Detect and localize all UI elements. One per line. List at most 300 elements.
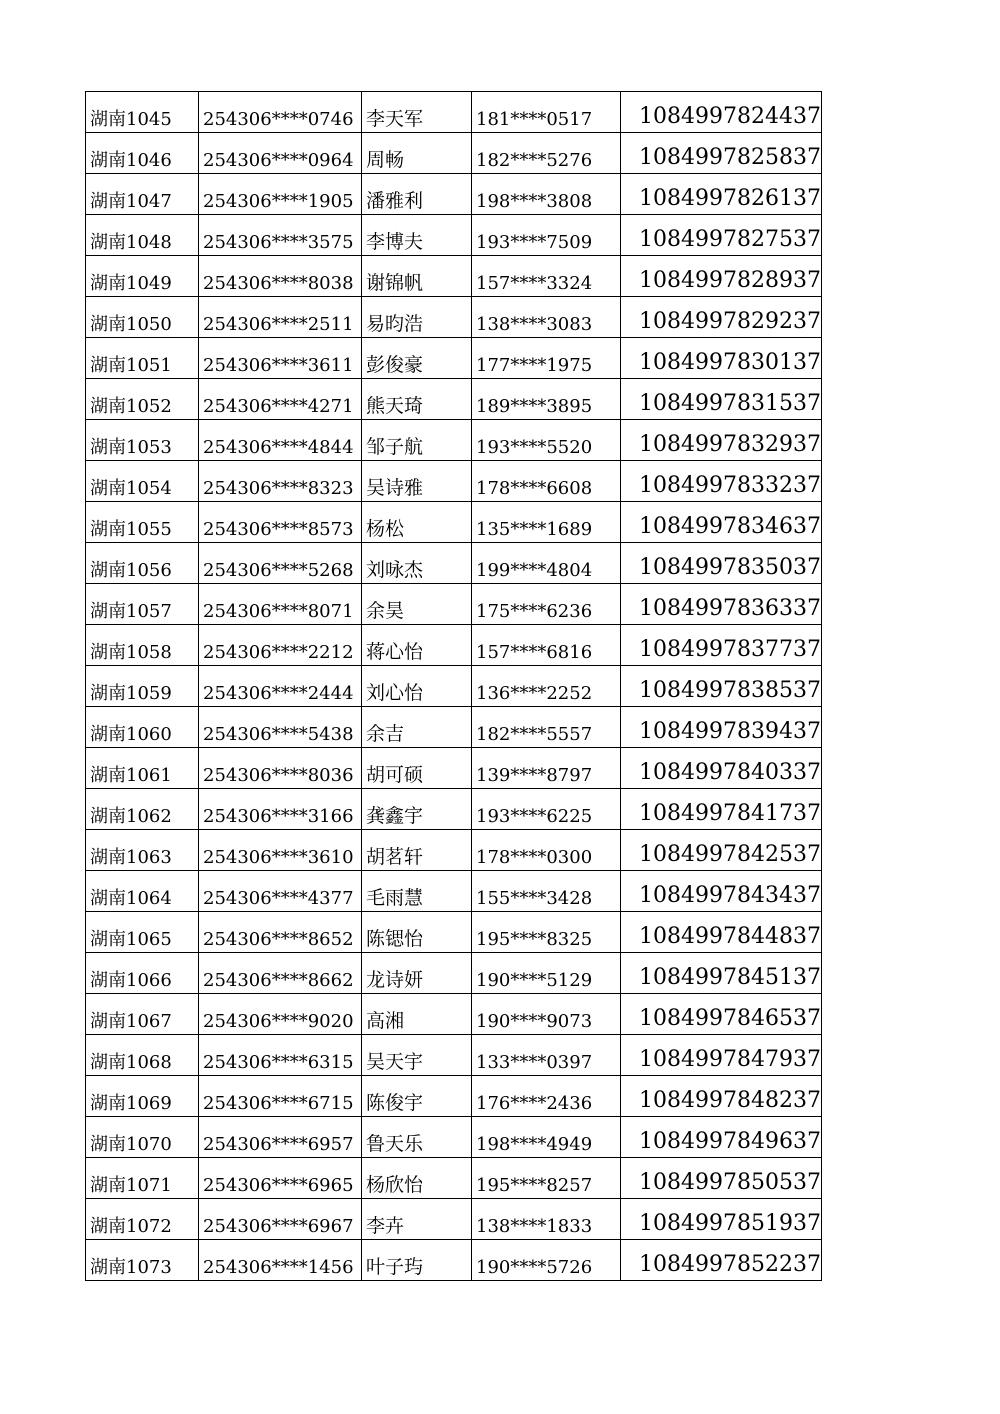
region-code-cell (86, 871, 199, 912)
phone-number-cell (472, 1035, 621, 1076)
region-code-text: 湖南1072 (90, 1216, 172, 1237)
region-code-cell (86, 1035, 199, 1076)
id-number-cell (199, 994, 362, 1035)
person-name-cell (362, 871, 472, 912)
region-code-cell (86, 461, 199, 502)
person-name-text: 高湘 (366, 1010, 405, 1032)
tracking-number-cell (621, 871, 822, 912)
phone-number-cell (472, 215, 621, 256)
region-code-cell (86, 953, 199, 994)
tracking-number-text: 1084997838537 (639, 678, 821, 703)
table-row (86, 502, 822, 543)
tracking-number-cell (621, 174, 822, 215)
region-code-text: 湖南1048 (90, 232, 172, 253)
tracking-number-cell (621, 338, 822, 379)
tracking-number-cell (621, 830, 822, 871)
tracking-number-text: 1084997824437 (639, 104, 821, 129)
person-name-text: 杨松 (366, 518, 405, 540)
person-name-text: 周畅 (366, 149, 405, 171)
phone-number-cell (472, 502, 621, 543)
data-table (85, 91, 822, 1281)
region-code-text: 湖南1061 (90, 765, 172, 786)
region-code-cell (86, 1076, 199, 1117)
tracking-number-cell (621, 994, 822, 1035)
id-number-text: 254306****2212 (203, 642, 354, 663)
tracking-number-text: 1084997841737 (639, 801, 821, 826)
person-name-cell (362, 461, 472, 502)
phone-number-text: 157****3324 (476, 273, 593, 294)
id-number-text: 254306****8071 (203, 601, 354, 622)
table-row (86, 994, 822, 1035)
id-number-cell (199, 625, 362, 666)
phone-number-text: 135****1689 (476, 519, 593, 540)
region-code-text: 湖南1053 (90, 437, 172, 458)
person-name-cell (362, 174, 472, 215)
tracking-number-cell (621, 912, 822, 953)
phone-number-text: 190****9073 (476, 1011, 593, 1032)
region-code-text: 湖南1067 (90, 1011, 172, 1032)
region-code-text: 湖南1070 (90, 1134, 172, 1155)
phone-number-text: 181****0517 (476, 109, 593, 130)
person-name-text: 李博夫 (366, 231, 424, 253)
person-name-text: 李天军 (366, 108, 424, 130)
table-row (86, 174, 822, 215)
tracking-number-text: 1084997844837 (639, 924, 821, 949)
id-number-text: 254306****1905 (203, 191, 354, 212)
phone-number-cell (472, 953, 621, 994)
id-number-cell (199, 297, 362, 338)
tracking-number-text: 1084997827537 (639, 227, 821, 252)
person-name-text: 谢锦帆 (366, 272, 424, 294)
tracking-number-text: 1084997832937 (639, 432, 821, 457)
tracking-number-cell (621, 1035, 822, 1076)
region-code-cell (86, 994, 199, 1035)
person-name-cell (362, 133, 472, 174)
person-name-text: 彭俊豪 (366, 354, 424, 376)
person-name-cell (362, 1117, 472, 1158)
phone-number-cell (472, 1199, 621, 1240)
id-number-text: 254306****1456 (203, 1257, 354, 1278)
table-row (86, 625, 822, 666)
id-number-text: 254306****8038 (203, 273, 354, 294)
region-code-text: 湖南1047 (90, 191, 172, 212)
phone-number-cell (472, 625, 621, 666)
person-name-text: 毛雨慧 (366, 887, 424, 909)
tracking-number-text: 1084997849637 (639, 1129, 821, 1154)
tracking-number-text: 1084997837737 (639, 637, 821, 662)
region-code-text: 湖南1058 (90, 642, 172, 663)
phone-number-text: 198****4949 (476, 1134, 593, 1155)
id-number-cell (199, 584, 362, 625)
phone-number-cell (472, 133, 621, 174)
tracking-number-cell (621, 461, 822, 502)
table-row (86, 1240, 822, 1281)
person-name-text: 胡茗轩 (366, 846, 424, 868)
person-name-cell (362, 297, 472, 338)
table-row (86, 92, 822, 133)
phone-number-text: 198****3808 (476, 191, 593, 212)
phone-number-text: 193****6225 (476, 806, 593, 827)
tracking-number-text: 1084997852237 (639, 1252, 821, 1277)
region-code-text: 湖南1054 (90, 478, 172, 499)
region-code-cell (86, 338, 199, 379)
table-body (86, 92, 822, 1281)
table-row (86, 1076, 822, 1117)
id-number-text: 254306****8573 (203, 519, 354, 540)
id-number-text: 254306****6967 (203, 1216, 354, 1237)
person-name-cell (362, 1035, 472, 1076)
person-name-text: 吴天宇 (366, 1051, 424, 1073)
region-code-text: 湖南1060 (90, 724, 172, 745)
person-name-cell (362, 584, 472, 625)
tracking-number-text: 1084997851937 (639, 1211, 821, 1236)
tracking-number-text: 1084997836337 (639, 596, 821, 621)
person-name-text: 蒋心怡 (366, 641, 424, 663)
person-name-cell (362, 1240, 472, 1281)
person-name-cell (362, 543, 472, 584)
tracking-number-cell (621, 707, 822, 748)
tracking-number-text: 1084997846537 (639, 1006, 821, 1031)
phone-number-cell (472, 1117, 621, 1158)
id-number-cell (199, 1240, 362, 1281)
region-code-cell (86, 215, 199, 256)
id-number-text: 254306****4844 (203, 437, 354, 458)
region-code-text: 湖南1068 (90, 1052, 172, 1073)
phone-number-text: 138****1833 (476, 1216, 593, 1237)
phone-number-text: 195****8325 (476, 929, 593, 950)
person-name-text: 叶子玙 (366, 1256, 424, 1278)
phone-number-text: 193****7509 (476, 232, 593, 253)
id-number-cell (199, 1199, 362, 1240)
table-row (86, 666, 822, 707)
region-code-text: 湖南1052 (90, 396, 172, 417)
id-number-text: 254306****8662 (203, 970, 354, 991)
phone-number-cell (472, 871, 621, 912)
phone-number-cell (472, 789, 621, 830)
phone-number-text: 136****2252 (476, 683, 593, 704)
phone-number-text: 193****5520 (476, 437, 593, 458)
table-row (86, 461, 822, 502)
region-code-text: 湖南1064 (90, 888, 172, 909)
phone-number-cell (472, 1076, 621, 1117)
person-name-text: 刘咏杰 (366, 559, 424, 581)
region-code-text: 湖南1057 (90, 601, 172, 622)
table-row (86, 912, 822, 953)
id-number-text: 254306****5268 (203, 560, 354, 581)
id-number-cell (199, 953, 362, 994)
person-name-text: 胡可硕 (366, 764, 424, 786)
region-code-cell (86, 666, 199, 707)
person-name-cell (362, 789, 472, 830)
table-row (86, 953, 822, 994)
table-row (86, 543, 822, 584)
tracking-number-cell (621, 502, 822, 543)
tracking-number-cell (621, 1158, 822, 1199)
person-name-cell (362, 215, 472, 256)
phone-number-cell (472, 92, 621, 133)
person-name-cell (362, 666, 472, 707)
phone-number-cell (472, 420, 621, 461)
phone-number-cell (472, 338, 621, 379)
tracking-number-cell (621, 215, 822, 256)
tracking-number-text: 1084997847937 (639, 1047, 821, 1072)
id-number-cell (199, 133, 362, 174)
phone-number-text: 178****6608 (476, 478, 593, 499)
id-number-text: 254306****2511 (203, 314, 354, 335)
tracking-number-cell (621, 379, 822, 420)
region-code-cell (86, 584, 199, 625)
id-number-text: 254306****6315 (203, 1052, 354, 1073)
id-number-text: 254306****2444 (203, 683, 354, 704)
tracking-number-cell (621, 789, 822, 830)
id-number-cell (199, 502, 362, 543)
tracking-number-cell (621, 92, 822, 133)
region-code-cell (86, 379, 199, 420)
tracking-number-text: 1084997829237 (639, 309, 821, 334)
tracking-number-text: 1084997834637 (639, 514, 821, 539)
person-name-cell (362, 1199, 472, 1240)
id-number-cell (199, 338, 362, 379)
id-number-cell (199, 420, 362, 461)
person-name-text: 陈俊宇 (366, 1092, 424, 1114)
phone-number-text: 190****5726 (476, 1257, 593, 1278)
person-name-text: 李卉 (366, 1215, 405, 1237)
region-code-cell (86, 92, 199, 133)
person-name-text: 杨欣怡 (366, 1174, 424, 1196)
id-number-text: 254306****8652 (203, 929, 354, 950)
region-code-cell (86, 1199, 199, 1240)
tracking-number-cell (621, 133, 822, 174)
id-number-text: 254306****6957 (203, 1134, 354, 1155)
id-number-cell (199, 1035, 362, 1076)
id-number-text: 254306****5438 (203, 724, 354, 745)
phone-number-text: 189****3895 (476, 396, 593, 417)
person-name-cell (362, 625, 472, 666)
phone-number-text: 138****3083 (476, 314, 593, 335)
tracking-number-text: 1084997842537 (639, 842, 821, 867)
table-row (86, 707, 822, 748)
tracking-number-cell (621, 953, 822, 994)
tracking-number-cell (621, 1240, 822, 1281)
table-row (86, 256, 822, 297)
region-code-text: 湖南1059 (90, 683, 172, 704)
id-number-cell (199, 256, 362, 297)
region-code-text: 湖南1055 (90, 519, 172, 540)
person-name-text: 龙诗妍 (366, 969, 424, 991)
id-number-cell (199, 461, 362, 502)
phone-number-cell (472, 543, 621, 584)
table-row (86, 871, 822, 912)
region-code-cell (86, 174, 199, 215)
phone-number-cell (472, 666, 621, 707)
region-code-cell (86, 1158, 199, 1199)
id-number-cell (199, 666, 362, 707)
phone-number-cell (472, 1158, 621, 1199)
phone-number-cell (472, 379, 621, 420)
table-row (86, 420, 822, 461)
region-code-cell (86, 256, 199, 297)
phone-number-text: 175****6236 (476, 601, 593, 622)
region-code-text: 湖南1056 (90, 560, 172, 581)
id-number-cell (199, 707, 362, 748)
id-number-text: 254306****4377 (203, 888, 354, 909)
region-code-cell (86, 1117, 199, 1158)
person-name-text: 邹子航 (366, 436, 424, 458)
person-name-text: 龚鑫宇 (366, 805, 424, 827)
tracking-number-text: 1084997826137 (639, 186, 821, 211)
tracking-number-text: 1084997845137 (639, 965, 821, 990)
region-code-text: 湖南1046 (90, 150, 172, 171)
person-name-cell (362, 379, 472, 420)
id-number-cell (199, 1158, 362, 1199)
region-code-text: 湖南1065 (90, 929, 172, 950)
person-name-text: 余昊 (366, 600, 405, 622)
tracking-number-cell (621, 256, 822, 297)
tracking-number-text: 1084997828937 (639, 268, 821, 293)
phone-number-text: 195****8257 (476, 1175, 593, 1196)
tracking-number-cell (621, 1199, 822, 1240)
person-name-text: 潘雅利 (366, 190, 424, 212)
phone-number-text: 182****5276 (476, 150, 593, 171)
id-number-cell (199, 543, 362, 584)
tracking-number-text: 1084997830137 (639, 350, 821, 375)
phone-number-cell (472, 461, 621, 502)
region-code-cell (86, 420, 199, 461)
person-name-cell (362, 338, 472, 379)
region-code-text: 湖南1071 (90, 1175, 172, 1196)
table-row (86, 133, 822, 174)
id-number-text: 254306****3166 (203, 806, 354, 827)
table-row (86, 748, 822, 789)
region-code-text: 湖南1049 (90, 273, 172, 294)
person-name-cell (362, 502, 472, 543)
region-code-cell (86, 789, 199, 830)
tracking-number-text: 1084997835037 (639, 555, 821, 580)
region-code-cell (86, 625, 199, 666)
phone-number-text: 157****6816 (476, 642, 593, 663)
phone-number-text: 190****5129 (476, 970, 593, 991)
region-code-text: 湖南1069 (90, 1093, 172, 1114)
table-row (86, 789, 822, 830)
id-number-text: 254306****8036 (203, 765, 354, 786)
person-name-text: 鲁天乐 (366, 1133, 424, 1155)
region-code-cell (86, 912, 199, 953)
phone-number-cell (472, 174, 621, 215)
region-code-text: 湖南1073 (90, 1257, 172, 1278)
person-name-cell (362, 912, 472, 953)
tracking-number-text: 1084997831537 (639, 391, 821, 416)
region-code-cell (86, 707, 199, 748)
region-code-cell (86, 830, 199, 871)
region-code-text: 湖南1050 (90, 314, 172, 335)
tracking-number-text: 1084997848237 (639, 1088, 821, 1113)
table-row (86, 1158, 822, 1199)
phone-number-cell (472, 297, 621, 338)
id-number-text: 254306****6965 (203, 1175, 354, 1196)
table-row (86, 830, 822, 871)
id-number-text: 254306****9020 (203, 1011, 354, 1032)
person-name-cell (362, 953, 472, 994)
person-name-cell (362, 92, 472, 133)
person-name-cell (362, 707, 472, 748)
tracking-number-cell (621, 584, 822, 625)
table-row (86, 1199, 822, 1240)
tracking-number-text: 1084997843437 (639, 883, 821, 908)
tracking-number-cell (621, 420, 822, 461)
id-number-cell (199, 1076, 362, 1117)
phone-number-text: 133****0397 (476, 1052, 593, 1073)
region-code-text: 湖南1062 (90, 806, 172, 827)
person-name-cell (362, 256, 472, 297)
person-name-text: 熊天琦 (366, 395, 424, 417)
region-code-cell (86, 133, 199, 174)
tracking-number-text: 1084997825837 (639, 145, 821, 170)
phone-number-cell (472, 830, 621, 871)
person-name-cell (362, 994, 472, 1035)
phone-number-text: 182****5557 (476, 724, 593, 745)
phone-number-cell (472, 584, 621, 625)
table-row (86, 1117, 822, 1158)
region-code-cell (86, 297, 199, 338)
phone-number-cell (472, 256, 621, 297)
phone-number-cell (472, 912, 621, 953)
table-row (86, 379, 822, 420)
tracking-number-text: 1084997833237 (639, 473, 821, 498)
id-number-cell (199, 912, 362, 953)
id-number-text: 254306****3575 (203, 232, 354, 253)
table-row (86, 215, 822, 256)
id-number-text: 254306****4271 (203, 396, 354, 417)
tracking-number-text: 1084997840337 (639, 760, 821, 785)
phone-number-cell (472, 707, 621, 748)
phone-number-text: 139****8797 (476, 765, 593, 786)
region-code-text: 湖南1051 (90, 355, 172, 376)
id-number-cell (199, 215, 362, 256)
person-name-text: 易昀浩 (366, 313, 424, 335)
table-row (86, 297, 822, 338)
phone-number-text: 199****4804 (476, 560, 593, 581)
id-number-cell (199, 379, 362, 420)
table-row (86, 584, 822, 625)
id-number-text: 254306****3610 (203, 847, 354, 868)
tracking-number-cell (621, 1076, 822, 1117)
phone-number-text: 178****0300 (476, 847, 593, 868)
table-row (86, 338, 822, 379)
region-code-text: 湖南1066 (90, 970, 172, 991)
id-number-cell (199, 830, 362, 871)
person-name-text: 刘心怡 (366, 682, 424, 704)
id-number-cell (199, 789, 362, 830)
person-name-cell (362, 420, 472, 461)
phone-number-text: 155****3428 (476, 888, 593, 909)
region-code-cell (86, 543, 199, 584)
tracking-number-cell (621, 297, 822, 338)
tracking-number-cell (621, 543, 822, 584)
region-code-cell (86, 748, 199, 789)
tracking-number-cell (621, 748, 822, 789)
tracking-number-text: 1084997850537 (639, 1170, 821, 1195)
phone-number-text: 177****1975 (476, 355, 593, 376)
tracking-number-text: 1084997839437 (639, 719, 821, 744)
id-number-cell (199, 1117, 362, 1158)
person-name-cell (362, 1076, 472, 1117)
tracking-number-cell (621, 625, 822, 666)
person-name-cell (362, 830, 472, 871)
id-number-text: 254306****0964 (203, 150, 354, 171)
id-number-text: 254306****3611 (203, 355, 354, 376)
id-number-text: 254306****8323 (203, 478, 354, 499)
id-number-cell (199, 92, 362, 133)
